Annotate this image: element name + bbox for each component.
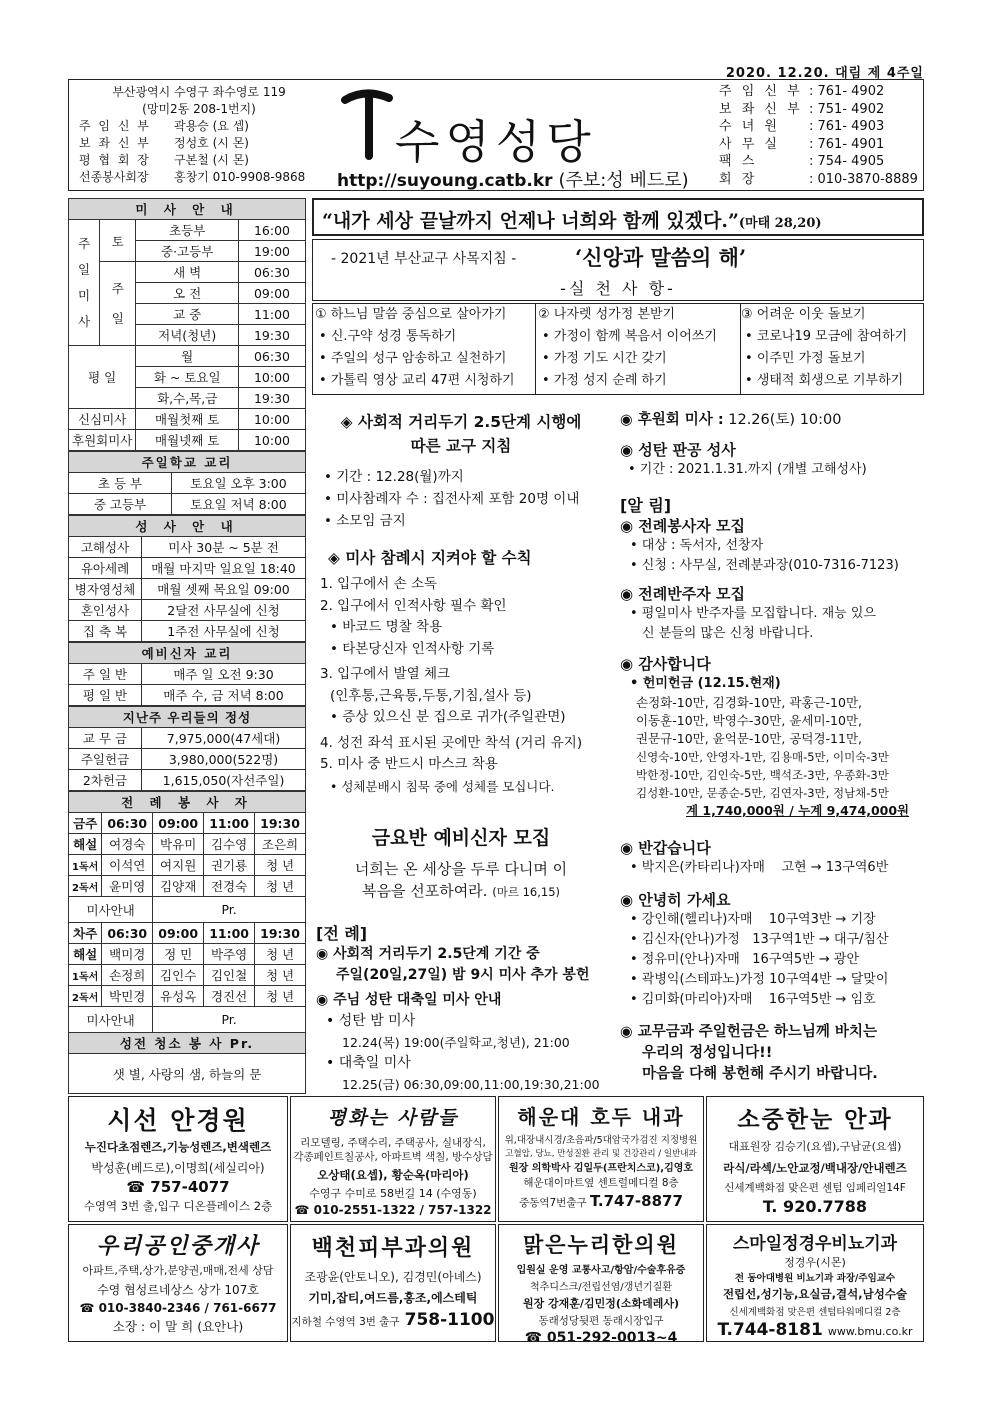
friday-class-text [316,858,606,903]
row-value: 3,980,000(522명) [142,749,306,770]
ad-line: 수영역 3번 출,입구 디온플레이스 2층 [83,1199,273,1213]
ad-phone: ☎ 757-4077 [126,1178,230,1196]
ad-line: 라식/라섹/노안교정/백내장/안내렌즈 [723,1161,907,1175]
rule-item: 4. 성전 좌석 표시된 곳에만 착석 (거리 유지) [320,734,583,751]
masthead [68,79,924,191]
ad-phone: ☎ 051-292-0013~4 [524,1330,678,1342]
donor-line: 신영숙-10만, 안영자-1만, 김용매-5만, 이미숙-3만 [636,750,889,764]
liturgy-title: [전 례] [316,924,368,943]
ad-phone: T. 920.7788 [762,1197,868,1216]
server-name: 조은희 [255,834,306,855]
liturgy-line: • 성탄 밤 미사 [326,1013,416,1029]
rule-item: 5. 미사 중 반드시 마스크 착용 [320,756,498,772]
practice-item: • 주일의 성구 암송하고 실천하기 [315,348,535,370]
phone-label: 회 장 [719,171,758,187]
row-label: 주일헌금 [69,749,142,770]
mass-name: 초등부 [136,220,239,241]
right-column [620,410,920,1085]
distancing-item: • 미사참례자 수 : 집전사제 포함 20명 이내 [324,488,606,510]
ad-line: 전립선,성기능,요실금,결석,남성수술 [722,1287,908,1301]
support-mass-value: 12.26(토) 10:00 [728,412,842,428]
server-name: 여지원 [153,855,204,876]
friday-text-line: 너희는 온 세상을 두루 다니며 이 [354,860,568,878]
closing-line: 마음을 다해 봉헌해 주시기 바랍니다. [642,1066,878,1082]
donation-total: 계 1,740,000원 / 누계 9,474,000원 [686,803,910,818]
ad-line: 박성훈(베드로),이명희(세실리아) [91,1161,265,1175]
address-line-1: 부산광역시 수영구 좌수영로 119 [112,85,286,99]
ad-title: 우리공인중개사 [96,1233,260,1259]
practice-item: • 생태적 회생으로 기부하기 [741,370,923,392]
directive-box [312,239,924,301]
ad-line: 신세계백화점 맞은편 센텀타워메디컬 2층 [729,1307,901,1318]
server-name: 박민경 [102,986,153,1007]
mass-name: 새 벽 [136,262,239,283]
section-title: 주일학교 교리 [69,452,306,473]
mass-name: 오 전 [136,283,239,304]
ad-line: 원장 의학박사 김일두(프란치스코),김영호 [508,1163,694,1174]
directive-title: ‘신앙과 말씀의 해’ [575,245,747,270]
closing-note [620,1022,920,1085]
server-name: 여경숙 [102,834,153,855]
farewell-line: • 김신자(안나)가정 13구역1반 → 대구/침산 [630,932,889,947]
offering-table [68,706,306,791]
rule-sub: • 바코드 명찰 착용 [320,617,606,639]
sacrament-table [68,515,306,642]
patron: (주보:성 베드로) [558,170,689,191]
phone-row: 회 장 : 010-3870-8889 [719,171,918,187]
practice-item: • 이주민 가정 돌보기 [741,348,923,370]
mass-guide-label: 미사안내 [69,1007,153,1033]
mass-time: 11:00 [239,304,306,325]
ad-line: 중동역7번출구 [519,1197,587,1209]
phone-number: 010-3870-8889 [817,171,918,187]
logo-text: 수영성당 [395,115,597,169]
server-name: 손정희 [102,965,153,986]
row-label: 고해성사 [69,537,142,558]
row-label: 2차헌금 [69,770,142,791]
col-time: 19:30 [255,923,306,944]
ad-interior [290,1096,496,1222]
server-name: 청 년 [255,944,306,965]
distancing-item: • 기간 : 12.28(월)까지 [324,466,606,488]
staff-name: 정성호 (시 몬) [174,136,249,150]
url-text[interactable]: http://suyoung.catb.kr [337,171,553,191]
row-value: 토요일 저녁 8:00 [172,494,306,515]
phone-label: 사 무 실 [719,136,780,152]
server-name: 전경숙 [204,876,255,897]
staff-role: 평 협 회 장 [79,153,151,167]
mass-time: 06:30 [239,262,306,283]
role-label: 2독서 [69,876,102,897]
practice-item: • 가정 기도 시간 갖기 [538,348,740,370]
phone-row: 수 녀 원 : 761- 4903 [719,119,885,134]
mass-guide-value: Pr. [153,897,306,923]
ad-line: 대표원장 김승기(요셉),구남균(요셉) [728,1140,902,1153]
christmas-confession-line: • 기간 : 2021.1.31.까지 (개별 고해성사) [628,462,867,477]
donor-line: 손정화-10만, 김경화-10만, 곽홍근-10만, [636,695,863,710]
phone-number: 754- 4905 [817,154,885,169]
row-value: 1,615,050(자선주일) [142,770,306,791]
accompanist-line: • 평일미사 반주자를 모집합니다. 재능 있으 [630,606,876,621]
donor-line: 권문규-10만, 윤억문-10만, 공덕경-11만, [636,731,863,746]
col-time: 06:30 [102,923,153,944]
server-name: 정 민 [153,944,204,965]
ad-dermatology [290,1224,496,1342]
phone-row: 팩 스 : 754- 4905 [719,154,885,169]
role-label: 2독서 [69,986,102,1007]
role-label: 1독서 [69,855,102,876]
ad-realtor [68,1224,288,1342]
logo [337,86,677,169]
staff-name: 홍창기 010-9908-9868 [174,170,306,184]
staff-name: 구본철 (시 몬) [174,153,249,167]
liturgy-item: ◉ 사회적 거리두기 2.5단계 기간 중 [316,946,540,962]
church-logo-icon [337,86,397,166]
mass-time: 16:00 [239,220,306,241]
liturgy-line: 12.24(목) 19:00(주일학교,청년), 21:00 [342,1035,570,1050]
section-title: 지난주 우리들의 정성 [69,707,306,728]
mass-guide-label: 미사안내 [69,897,153,923]
practice-head: ① 하느님 말씀 중심으로 살아가기 [315,307,507,322]
role-label: 1독서 [69,965,102,986]
practice-item: • 코로나19 모금에 참여하기 [741,326,923,348]
support-mass-head: ◉ 후원회 미사 : [620,412,724,428]
rules-list [316,574,606,797]
thanks-sub: • 헌미헌금 (12.15.현재) [630,676,781,691]
staff-row [79,135,319,152]
farewell-line: • 김미화(마리아)자매 16구역5반 → 임호 [630,992,876,1007]
quote-reference: (마태 28,20) [738,216,822,231]
distancing-title [316,410,606,458]
liturgy-servers-table [68,791,306,1094]
recruit-line: • 신청 : 사무실, 전례분과장(010-7316-7123) [630,558,899,573]
ad-line: 조광윤(안토니오), 김경민(아녜스) [304,1270,482,1284]
server-name: 청 년 [255,876,306,897]
friday-reference: (마르 16,15) [492,885,561,899]
col-time: 06:30 [102,813,153,834]
server-name: 경진선 [204,986,255,1007]
phone-row: 주 임 신 부 : 761- 4902 [719,84,885,99]
row-value: 토요일 오후 3:00 [172,473,306,494]
row-label: 주 일 반 [69,664,142,685]
mass-name: 교 중 [136,304,239,325]
ad-line: 소장 : 이 말 희 (요안나) [112,1319,244,1334]
staff-row [79,152,319,169]
sunday-school-table [68,451,306,515]
farewell-line: • 정유미(안나)자매 16구역5반 → 광안 [630,952,860,967]
welcome-head: ◉ 반갑습니다 [620,839,711,857]
recruit-line: • 대상 : 독서자, 선창자 [630,538,764,553]
ad-phone: T.744-8181 [717,1320,823,1340]
phone-list [719,83,919,188]
section-title: 예비신자 교리 [69,643,306,664]
middle-column [316,410,606,1095]
server-name: 청 년 [255,965,306,986]
quote-body: “내가 세상 끝날까지 언제나 너희와 함께 있겠다.” [322,210,739,232]
ad-line: 동래성당뒷편 동래시장입구 [538,1315,664,1327]
notice-title: [알 림] [620,496,672,515]
phone-number: 761- 4902 [817,84,885,99]
thanks-head: ◉ 감사합니다 [620,655,711,673]
row-value: 매월 셋째 목요일 09:00 [142,579,306,600]
server-name: 청 년 [255,855,306,876]
mass-time: 19:30 [239,325,306,346]
col-time: 09:00 [153,813,204,834]
farewell-line: • 곽병익(스테파노)가정 10구역4반 → 달맞이 [630,972,889,987]
row-value: 매월 마지막 일요일 18:40 [142,558,306,579]
cleaning-title: 성전 청소 봉 사 Pr. [69,1033,306,1054]
mass-time: 09:00 [239,283,306,304]
staff-role: 보 좌 신 부 [79,136,151,150]
rule-sub: • 증상 있으신 분 집으로 귀가(주일관면) [330,709,566,725]
ad-urology [706,1224,924,1342]
liturgy-line: 주일(20일,27일) 밤 9시 미사 추가 봉헌 [336,967,590,983]
ad-phone: T.747-8877 [589,1192,683,1210]
row-value: 미사 30분 ~ 5분 전 [142,537,306,558]
mass-time: 06:30 [239,346,306,367]
row-value: 매주 일 오전 9:30 [142,664,306,685]
mass-time: 10:00 [239,430,306,451]
section-title: 성 사 안 내 [69,516,306,537]
liturgy-line: 12.25(금) 06:30,09:00,11:00,19:30,21:00 [342,1077,600,1092]
mass-time: 10:00 [239,409,306,430]
col-time: 09:00 [153,923,204,944]
ad-line: 누진다초점렌즈,기능성렌즈,변색렌즈 [84,1140,272,1154]
row-value: 2달전 사무실에 신청 [142,600,306,621]
phone-row: 사 무 실 : 761- 4901 [719,136,885,152]
friday-class-title: 금요반 예비신자 모집 [371,827,551,849]
weekday-label: 평 일 [69,346,136,409]
mass-name: 화 ~ 토요일 [136,367,239,388]
mass-time: 10:00 [239,367,306,388]
donor-line: 이동훈-10만, 박영수-30만, 윤세미-10만, [636,713,863,728]
cleaning-groups: 샛 별, 사랑의 샘, 하늘의 문 [69,1054,306,1094]
row-label: 평 일 반 [69,685,142,706]
role-label: 해설 [69,944,102,965]
issue-date: 2020. 12.20. 대림 제 4주일 [725,66,924,81]
rules-title: ◈ 미사 참례시 지켜야 할 수칙 [328,549,532,567]
server-name: 청 년 [255,986,306,1007]
parish-info [79,84,319,186]
staff-role: 주 임 신 부 [79,119,151,133]
mass-name: 화,수,목,금 [136,388,239,409]
phone-number: 761- 4903 [817,119,885,134]
left-column [68,198,306,1094]
row-value: 1주전 사무실에 신청 [142,621,306,642]
server-name: 김양재 [153,876,204,897]
practice-col [534,304,741,394]
server-name: 박주영 [204,944,255,965]
server-name: 김인철 [204,965,255,986]
ad-title: 맑은누리한의원 [522,1232,679,1257]
ad-line: 척추디스크/전립선염/갱년기질환 [530,1282,672,1293]
phone-label: 주 임 신 부 [719,84,803,99]
practice-item: • 가정 성지 순례 하기 [538,370,740,392]
mass-name: 저녁(청년) [136,325,239,346]
mass-title: 미 사 안 내 [69,199,306,220]
rule-item: 2. 입구에서 인적사항 필수 확인 [320,597,507,614]
ad-title: 해운대 호두 내과 [517,1105,685,1129]
donor-list [620,694,920,820]
ad-oriental-clinic [498,1224,704,1342]
welcome-line: • 박지은(카타리나)자매 고현 → 13구역6반 [630,860,889,875]
address-line-2: (망미2동 208-1번지) [142,102,256,116]
practice-item: • 가톨릭 영상 교리 47편 시청하기 [315,370,535,392]
week-label: 차주 [69,923,102,944]
practice-head: ② 나자렛 성가정 본받기 [538,307,676,322]
closing-line: 우리의 정성입니다!! [642,1045,773,1061]
row-label: 유아세례 [69,558,142,579]
row-label: 혼인성사 [69,600,142,621]
distancing-title-line: ◈ 사회적 거리두기 2.5단계 시행에 [340,413,582,431]
ad-line: 각종페인트칠공사, 아파트벽 색칠, 방수상담 [293,1151,493,1163]
ad-line: 정경우(시몬) [784,1256,846,1269]
staff-name: 곽용승 (요 셉) [174,119,249,133]
server-name: 박유미 [153,834,204,855]
ad-line: 수영구 수미로 58번길 14 (수영동) [309,1187,477,1200]
section-title: 전 례 봉 사 자 [69,792,306,813]
ad-line: 수영 협성르네상스 상가 107호 [97,1283,259,1297]
phone-number: 761- 4901 [817,136,885,152]
directive-sub: -실 천 사 항- [560,279,676,298]
row-label: 집 축 복 [69,621,142,642]
rule-sub: (인후통,근육통,두통,기침,설사 등) [330,687,532,704]
recruit-head: ◉ 전례봉사자 모집 [620,517,745,535]
website-link[interactable] [337,166,689,192]
ad-title: 평화는 사람들 [327,1107,459,1129]
phone-label: 수 녀 원 [719,119,780,134]
ad-line: 해운대이마트옆 센트럴메디컬 8층 [523,1177,679,1189]
ad-line: 지하철 수영역 3번 출구 [291,1316,400,1328]
col-time: 19:30 [255,813,306,834]
row-label: 초 등 부 [69,473,172,494]
sunday-mass-label: 주 일 미 사 [69,220,100,346]
row-label: 병자영성체 [69,579,142,600]
row-label: 중 고등부 [69,494,172,515]
extra-mass-label: 신심미사 [69,409,136,430]
saturday-label: 토 [100,220,136,262]
server-name: 백미경 [102,944,153,965]
ad-eye-clinic [706,1096,924,1222]
ad-line: 오상태(요셉), 황순옥(마리아) [317,1168,469,1182]
row-value: 매주 수, 금 저녁 8:00 [142,685,306,706]
ad-line: 원장 강재훈/김민정(소화데레사) [522,1297,680,1310]
ad-line: 입원실 운영 교통사고/항암/수술후유증 [516,1265,686,1276]
directive-prefix: - 2021년 부산교구 사목지침 - [331,251,517,267]
ad-line: 아파트,주택,상가,분양권,매매,전세 상담 [82,1264,274,1277]
ad-internal-medicine [498,1096,704,1222]
sunday-label: 주 일 [100,262,136,346]
mass-name: 중·고등부 [136,241,239,262]
extra-mass-when: 매월첫째 토 [136,409,239,430]
extra-mass-when: 매월넷째 토 [136,430,239,451]
rule-item: 1. 입구에서 손 소독 [320,576,438,592]
staff-row [79,118,319,135]
staff-row [79,169,319,186]
ad-phone: 758-1100 [404,1310,495,1330]
practice-col [313,304,536,394]
server-name: 윤미영 [102,876,153,897]
phone-number: 751- 4902 [817,101,885,117]
server-name: 이석연 [102,855,153,876]
week-label: 금주 [69,813,102,834]
ad-line: 전 동아대병원 비뇨기과 과장/주임교수 [734,1273,896,1284]
practice-head: ③ 어려운 이웃 돌보기 [741,307,866,322]
row-value: 7,975,000(47세대) [142,728,306,749]
ad-line: 기미,잡티,여드름,홍조,에스테틱 [308,1291,478,1305]
server-name: 김수영 [204,834,255,855]
accompanist-head: ◉ 전례반주자 모집 [620,585,745,603]
mass-schedule-table [68,198,306,451]
practice-item: • 신.구약 성경 통독하기 [315,326,535,348]
server-name: 김인수 [153,965,204,986]
ad-title: 시선 안경원 [107,1106,249,1135]
ad-title: 스마일정경우비뇨기과 [732,1234,898,1254]
donor-line: 박한정-10만, 김인숙-5만, 백석조-3만, 우종화-3만 [636,768,889,782]
distancing-item: • 소모임 금지 [324,510,606,532]
rule-sub: • 성체분배시 침묵 중에 성체를 모십니다. [320,776,606,798]
server-name: 권기룡 [204,855,255,876]
practice-col [739,304,923,394]
ad-line: 리모델링, 주택수리, 주택공사, 실내장식, [300,1137,486,1149]
christmas-confession-head: ◉ 성탄 판공 성사 [620,441,736,459]
farewell-head: ◉ 안녕히 가세요 [620,891,731,909]
server-name: 유성옥 [153,986,204,1007]
mass-name: 월 [136,346,239,367]
ad-phone: ☎ 010-3840-2346 / 761-6677 [79,1301,277,1315]
quote-text [322,206,822,233]
row-label: 교 무 금 [69,728,142,749]
col-time: 11:00 [204,813,255,834]
quote-box [312,198,924,236]
donor-line: 김성환-10만, 문종순-5만, 김연자-3만, 정남채-5만 [636,786,889,800]
phone-row: 보 좌 신 부 : 751- 4902 [719,101,885,117]
phone-label: 팩 스 [719,154,758,169]
rule-sub: • 타본당신자 인적사항 기록 [320,639,606,661]
catechumen-table [68,642,306,706]
ad-line: 신세계백화점 맞은편 센텀 임페리얼14F [724,1182,906,1194]
phone-label: 보 좌 신 부 [719,101,803,117]
liturgy-list [316,944,606,1095]
distancing-title-line: 따른 교구 지침 [410,437,512,455]
ad-title: 백천피부과의원 [311,1235,475,1261]
ad-website[interactable]: www.bmu.co.kr [827,1325,913,1338]
role-label: 해설 [69,834,102,855]
staff-role: 선종봉사회장 [79,170,149,184]
mass-time: 19:30 [239,388,306,409]
mass-time: 19:00 [239,241,306,262]
practice-grid [312,303,924,395]
ad-line: 고혈압, 당뇨, 만성질환 관리 및 건강관리 / 일반내과 [505,1149,697,1159]
farewell-line: • 강인해(헬리나)자매 10구역3반 → 기장 [630,912,876,927]
friday-text-line: 복음을 선포하여라. [361,882,488,900]
col-time: 11:00 [204,923,255,944]
liturgy-item: ◉ 주님 성탄 대축일 미사 안내 [316,992,502,1008]
distancing-list [316,466,606,532]
closing-line: ◉ 교무금과 주일헌금은 하느님께 바치는 [620,1024,877,1040]
liturgy-line: • 대축일 미사 [326,1055,411,1071]
ad-line: 위,대장내시경/초음파/5대암국가검진 지정병원 [504,1135,698,1146]
ad-phone: ☎ 010-2551-1322 / 757-1322 [294,1203,492,1217]
extra-mass-label: 후원회미사 [69,430,136,451]
practice-item: • 가정이 함께 복음서 이어쓰기 [538,326,740,348]
ad-optician [68,1096,288,1222]
rule-item: 3. 입구에서 발열 체크 [320,666,451,682]
accompanist-line: 신 분들의 많은 신청 바랍니다. [642,626,814,641]
mass-guide-value: Pr. [153,1007,306,1033]
ad-title: 소중한눈 안과 [737,1106,893,1133]
